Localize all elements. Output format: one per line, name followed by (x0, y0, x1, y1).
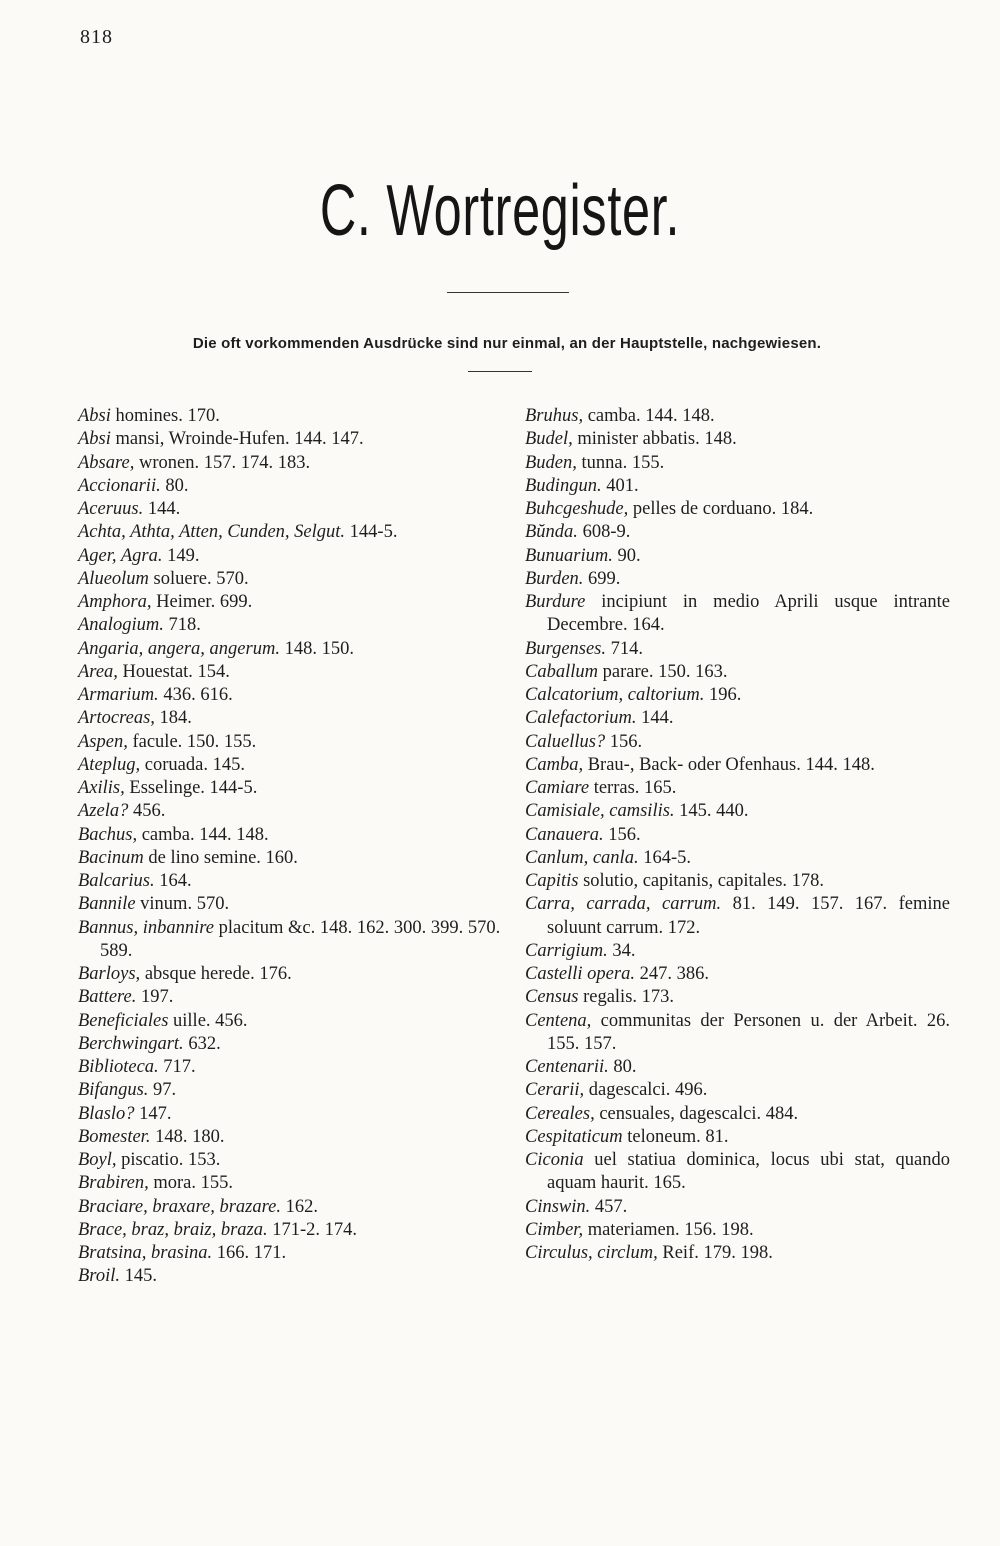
index-entry (78, 1033, 508, 1056)
entry-headword: Cerarii, (525, 1080, 585, 1101)
index-entry (525, 940, 950, 963)
index-entry (78, 1265, 508, 1288)
entry-references: 714. (606, 638, 644, 659)
index-entry (78, 1079, 508, 1102)
index-entry (78, 870, 508, 893)
index-entry (525, 1196, 950, 1219)
entry-references: Esselinge. 144-5. (124, 778, 258, 798)
index-entry (525, 545, 950, 568)
index-entry (78, 661, 508, 684)
entry-references: 436. 616. (158, 685, 233, 705)
entry-references: 164. (154, 871, 192, 891)
entry-references: 80. (608, 1057, 637, 1077)
entry-headword: Alueolum (78, 568, 149, 589)
entry-references: coruada. 145. (140, 754, 245, 775)
index-entry (525, 405, 950, 428)
entry-references: 144. (636, 708, 674, 729)
entry-headword: Balcarius. (78, 871, 155, 891)
entry-references: 718. (163, 615, 201, 636)
index-entry (525, 684, 950, 707)
entry-headword: Budingun. (525, 475, 602, 496)
entry-references: tunna. 155. (576, 452, 665, 473)
entry-references: regalis. 173. (578, 987, 675, 1008)
entry-references: 608-9. (577, 522, 631, 543)
index-entry (78, 1103, 508, 1126)
entry-references: censuales, dagescalci. 484. (594, 1103, 799, 1124)
entry-references: 147. (134, 1103, 172, 1124)
entry-headword: Area, (78, 661, 118, 682)
entry-references: dagescalci. 496. (584, 1080, 708, 1101)
entry-references: terras. 165. (589, 778, 677, 798)
index-entry (78, 638, 508, 661)
entry-headword: Caluellus? (525, 731, 606, 752)
index-entry (78, 452, 508, 475)
entry-references: 149. (162, 545, 200, 566)
entry-references: materiamen. 156. 198. (583, 1219, 754, 1240)
index-entry (78, 1196, 508, 1219)
entry-references: uel statiua dominica, locus ubi stat, quando aquam haurit. 165. (547, 1150, 950, 1194)
entry-references: 162. (280, 1196, 318, 1217)
index-entry (525, 707, 950, 730)
entry-references: 457. (590, 1196, 628, 1217)
entry-references: facule. 150. 155. (127, 731, 257, 752)
entry-references: minister abbatis. 148. (572, 429, 737, 450)
entry-headword: Bunuarium. (525, 545, 613, 566)
entry-headword: Bannile (78, 894, 136, 915)
entry-headword: Angaria, angera, angerum. (78, 638, 280, 659)
entry-headword: Battere. (78, 987, 137, 1008)
entry-headword: Absare, (78, 452, 135, 473)
entry-references: 34. (607, 940, 636, 961)
index-entry (78, 1010, 508, 1033)
index-entry (78, 707, 508, 730)
index-entry (78, 1056, 508, 1079)
entry-headword: Cinswin. (525, 1196, 591, 1217)
entry-headword: Bachus, (78, 824, 138, 845)
index-entry (525, 1079, 950, 1102)
entry-references: 156. (605, 731, 643, 752)
index-entry (525, 777, 950, 800)
entry-headword: Bratsina, brasina. (78, 1243, 213, 1263)
page-title: C. Wortregister. (319, 171, 681, 251)
entry-headword: Budel, (525, 429, 573, 450)
entry-references: soluere. 570. (148, 568, 249, 589)
index-entry (525, 428, 950, 451)
index-entry (78, 847, 508, 870)
entry-headword: Centenarii. (525, 1057, 609, 1077)
entry-references: 90. (612, 545, 641, 566)
index-entry (525, 731, 950, 754)
entry-headword: Bannus, inbannire (78, 917, 215, 938)
entry-headword: Bomester. (78, 1126, 151, 1147)
index-entry (525, 870, 950, 893)
page-number: 818 (80, 26, 113, 48)
index-entry (78, 731, 508, 754)
entry-references: 247. 386. (634, 964, 709, 984)
entry-headword: Brabiren, (78, 1173, 149, 1194)
index-entry (525, 498, 950, 521)
entry-references: vinum. 570. (135, 894, 230, 915)
entry-references: mora. 155. (148, 1173, 234, 1194)
index-entry (525, 452, 950, 475)
entry-headword: Biblioteca. (78, 1057, 159, 1077)
index-entry (78, 475, 508, 498)
index-entry (78, 521, 508, 544)
entry-headword: Azela? (78, 801, 129, 822)
entry-headword: Canauera. (525, 824, 604, 845)
entry-references: Heimer. 699. (151, 592, 253, 612)
entry-headword: Aspen, (78, 731, 128, 752)
entry-headword: Centena, (525, 1010, 592, 1031)
entry-references: pelles de corduano. 184. (628, 499, 814, 519)
index-entry (525, 568, 950, 591)
entry-headword: Bŭnda. (525, 522, 578, 543)
entry-references: mansi, Wroinde-Hufen. 144. 147. (110, 429, 364, 450)
index-entry (525, 1219, 950, 1242)
index-entry (78, 591, 508, 614)
entry-headword: Caballum (525, 661, 598, 682)
entry-headword: Census (525, 987, 579, 1008)
entry-references: 632. (183, 1033, 221, 1054)
index-column-right (525, 405, 950, 1265)
entry-references: 197. (136, 987, 174, 1008)
entry-headword: Canlum, canla. (525, 847, 639, 868)
entry-headword: Carra, carrada, carrum. (525, 894, 722, 915)
entry-references: 456. (128, 801, 166, 822)
entry-headword: Analogium. (78, 615, 164, 636)
entry-references: 145. 440. (674, 801, 749, 822)
index-entry (78, 1172, 508, 1195)
entry-references: Reif. 179. 198. (657, 1243, 773, 1263)
entry-headword: Berchwingart. (78, 1033, 184, 1054)
index-entry (78, 684, 508, 707)
index-entry (78, 777, 508, 800)
index-entry (78, 498, 508, 521)
index-entry (78, 754, 508, 777)
entry-references: 148. 180. (150, 1126, 225, 1147)
entry-headword: Axilis, (78, 778, 125, 798)
entry-references: placitum &c. 148. 162. 300. 399. 570. 589. (100, 917, 501, 961)
entry-references: 97. (148, 1080, 177, 1101)
entry-references: 145. (119, 1266, 157, 1287)
entry-references: parare. 150. 163. (597, 661, 728, 682)
entry-headword: Armarium. (78, 685, 159, 705)
entry-references: communitas der Personen u. der Arbeit. 26. 155. 157. (547, 1010, 950, 1054)
entry-references: 401. (601, 475, 639, 496)
entry-references: 80. (160, 475, 189, 496)
entry-references: 699. (583, 568, 621, 589)
entry-headword: Cespitaticum (525, 1126, 623, 1147)
index-entry (525, 824, 950, 847)
entry-headword: Calcatorium, caltorium. (525, 685, 705, 705)
index-entry (525, 1149, 950, 1196)
entry-headword: Blaslo? (78, 1103, 135, 1124)
entry-headword: Circulus, circlum, (525, 1243, 658, 1263)
entry-headword: Brace, braz, braiz, braza. (78, 1219, 268, 1240)
index-entry (525, 638, 950, 661)
entry-headword: Amphora, (78, 592, 152, 612)
entry-references: 166. 171. (212, 1243, 287, 1263)
entry-references: de lino semine. 160. (143, 847, 298, 868)
entry-references: wronen. 157. 174. 183. (134, 452, 311, 473)
index-entry (525, 521, 950, 544)
index-entry (525, 754, 950, 777)
entry-references: 156. (603, 824, 641, 845)
index-entry (525, 475, 950, 498)
entry-headword: Broil. (78, 1266, 120, 1287)
index-entry (78, 917, 508, 964)
entry-references: 148. 150. (279, 638, 354, 659)
index-entry (78, 893, 508, 916)
entry-headword: Cereales, (525, 1103, 595, 1124)
entry-headword: Carrigium. (525, 940, 608, 961)
entry-references: camba. 144. 148. (137, 824, 269, 845)
entry-headword: Beneficiales (78, 1010, 169, 1031)
index-entry (525, 847, 950, 870)
index-entry (78, 800, 508, 823)
entry-headword: Burdure (525, 592, 586, 612)
index-entry (78, 545, 508, 568)
entry-references: camba. 144. 148. (583, 406, 715, 426)
entry-references: 717. (158, 1057, 196, 1077)
entry-headword: Ager, Agra. (78, 545, 163, 566)
index-entry (78, 568, 508, 591)
entry-headword: Buhcgeshude, (525, 499, 629, 519)
index-entry (78, 1126, 508, 1149)
entry-headword: Bacinum (78, 847, 144, 868)
index-entry (78, 824, 508, 847)
entry-headword: Cimber, (525, 1219, 584, 1240)
entry-headword: Camiare (525, 778, 590, 798)
entry-headword: Ateplug, (78, 754, 141, 775)
entry-references: absque herede. 176. (140, 964, 292, 984)
entry-headword: Camba, (525, 754, 584, 775)
entry-headword: Burden. (525, 568, 584, 589)
index-entry (78, 1242, 508, 1265)
index-entry (525, 986, 950, 1009)
index-entry (78, 614, 508, 637)
index-entry (78, 428, 508, 451)
entry-references: uille. 456. (168, 1010, 248, 1031)
index-entry (78, 963, 508, 986)
entry-references: Houestat. 154. (117, 661, 230, 682)
entry-headword: Absi (78, 406, 111, 426)
entry-references: 171-2. 174. (267, 1219, 358, 1240)
entry-references: 144-5. (345, 522, 398, 543)
entry-headword: Bifangus. (78, 1080, 149, 1101)
entry-references: 81. 149. 157. 167. femine soluunt carrum. 172. (547, 894, 950, 938)
index-entry (525, 963, 950, 986)
title-divider (447, 292, 569, 293)
index-entry (78, 405, 508, 428)
entry-references: Brau-, Back- oder Ofenhaus. 144. 148. (583, 754, 875, 775)
entry-headword: Calefactorium. (525, 708, 637, 729)
entry-headword: Capitis (525, 871, 579, 891)
entry-references: teloneum. 81. (622, 1126, 729, 1147)
entry-references: 144. (143, 499, 181, 519)
index-entry (525, 1103, 950, 1126)
index-entry (525, 800, 950, 823)
index-entry (525, 1126, 950, 1149)
entry-headword: Castelli opera. (525, 964, 635, 984)
entry-references: incipiunt in medio Aprili usque intrante Decembre. 164. (547, 592, 950, 636)
entry-headword: Bruhus, (525, 406, 584, 426)
index-entry (525, 661, 950, 684)
entry-headword: Achta, Athta, Atten, Cunden, Selgut. (78, 522, 346, 543)
entry-headword: Camisiale, camsilis. (525, 801, 675, 822)
entry-headword: Boyl, (78, 1150, 117, 1170)
entry-headword: Buden, (525, 452, 577, 473)
entry-references: piscatio. 153. (116, 1150, 221, 1170)
entry-headword: Artocreas, (78, 708, 155, 729)
entry-headword: Ciconia (525, 1150, 584, 1170)
entry-headword: Aceruus. (78, 499, 144, 519)
entry-references: solutio, capitanis, capitales. 178. (578, 871, 825, 891)
entry-headword: Braciare, braxare, brazare. (78, 1196, 281, 1217)
index-entry (525, 1010, 950, 1057)
entry-headword: Barloys, (78, 964, 141, 984)
entry-headword: Burgenses. (525, 638, 607, 659)
entry-headword: Absi (78, 429, 111, 450)
entry-references: 164-5. (638, 847, 691, 868)
entry-headword: Accionarii. (78, 475, 161, 496)
index-entry (525, 1056, 950, 1079)
index-entry (525, 1242, 950, 1265)
note-divider (468, 371, 532, 372)
index-entry (525, 591, 950, 638)
entry-references: 184. (154, 708, 192, 729)
index-entry (78, 986, 508, 1009)
entry-references: homines. 170. (110, 406, 220, 426)
index-column-left (78, 405, 508, 1289)
index-entry (78, 1219, 508, 1242)
index-note: Die oft vorkommenden Ausdrücke sind nur einmal, an der Hauptstelle, nachgewiesen. (192, 335, 822, 352)
index-entry (78, 1149, 508, 1172)
index-entry (525, 893, 950, 940)
entry-references: 196. (704, 685, 742, 705)
